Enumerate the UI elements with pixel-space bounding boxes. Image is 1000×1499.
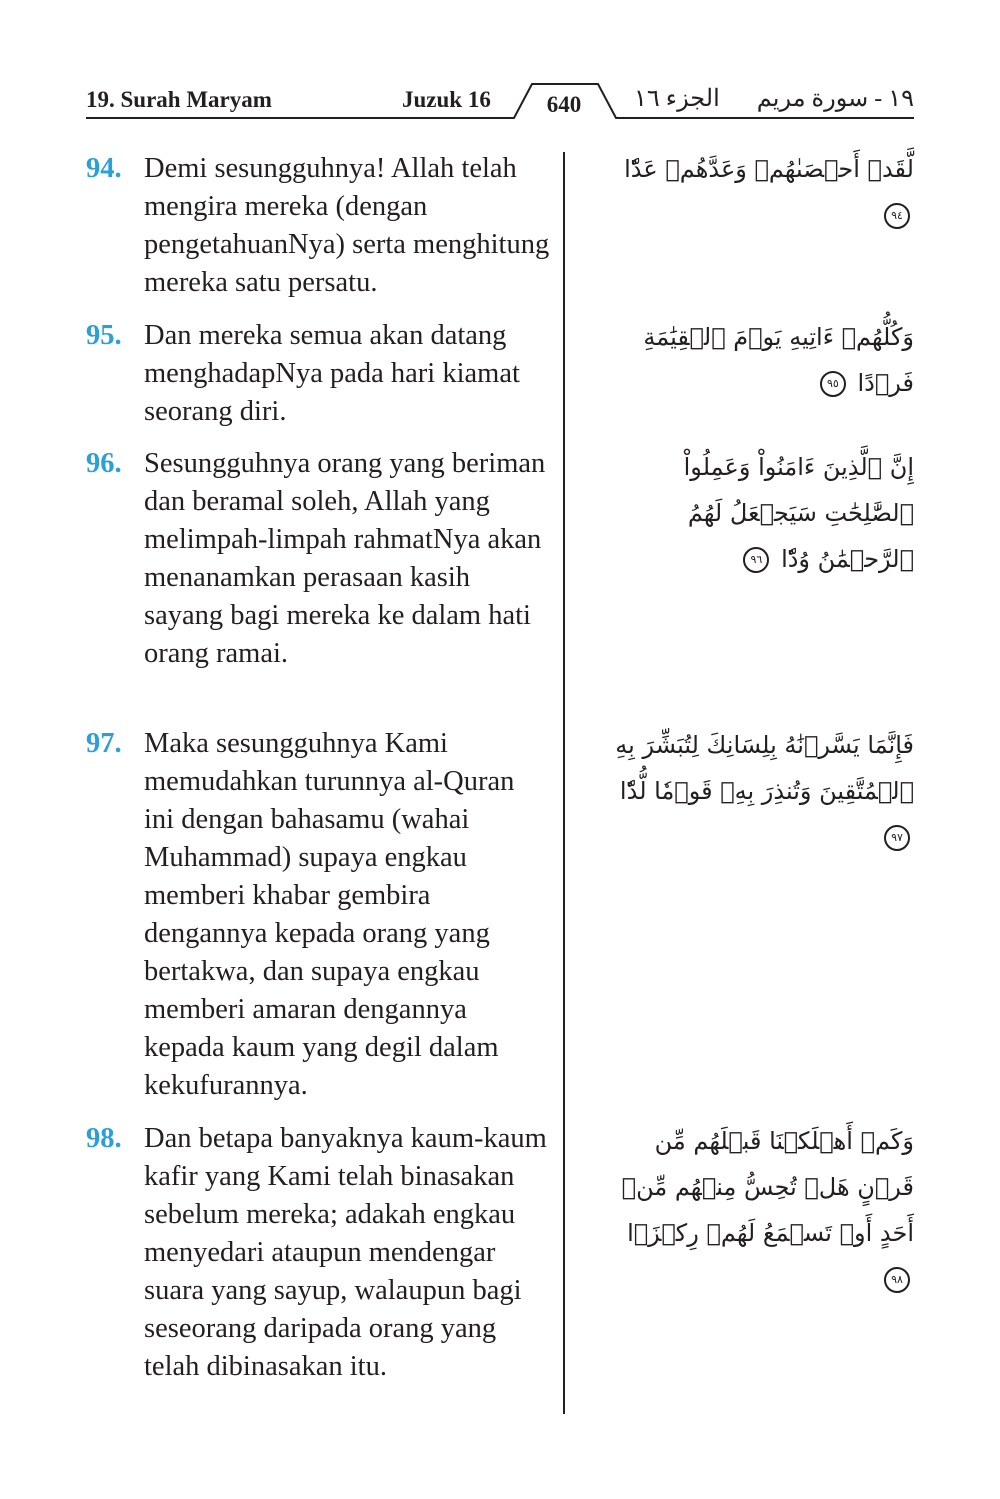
arabic-text: فَإِنَّمَا يَسَّرۡنَٰهُ بِلِسَانِكَ لِتُبَشِّرَ بِهِ ٱلۡمُتَّقِينَ وَتُنذِرَ بِهِۦ قَوۡمٗا لُّدّٗا [615, 731, 914, 805]
verse-number: 94. [86, 153, 122, 184]
column-divider [563, 152, 565, 1414]
verse-translation [86, 150, 551, 302]
verse-arabic [594, 146, 914, 238]
ayah-number-marker: ٩٥ [820, 371, 846, 397]
verse-text: Maka sesungguhnya Kami memudahkan turunnya al-Quran ini dengan bahasamu (wahai Muhammad) supaya engkau memberi khabar gembira dengannya kepada orang yang bertakwa, dan supaya engkau memberi amaran dengannya kepada kaum yang degil dalam kekufurannya. [144, 728, 515, 1101]
surah-title-latin: 19. Surah Maryam [86, 87, 272, 112]
arabic-text: وَكَمۡ أَهۡلَكۡنَا قَبۡلَهُم مِّن قَرۡنٍ هَلۡ تُحِسُّ مِنۡهُم مِّنۡ أَحَدٍ أَوۡ تَسۡمَعُ لَهُمۡ رِكۡزَۢا [621, 1127, 914, 1247]
verse-number: 98. [86, 1123, 122, 1154]
verse-arabic [594, 722, 914, 860]
ayah-number-marker: ٩٧ [884, 825, 910, 851]
verse-arabic [594, 314, 914, 406]
arabic-text: لَّقَدۡ أَحۡصَىٰهُمۡ وَعَدَّهُمۡ عَدّٗا [624, 155, 914, 183]
juz-arabic: الجزء ١٦ [634, 86, 720, 112]
ayah-number-marker: ٩٨ [884, 1267, 910, 1293]
verse-translation [86, 317, 551, 431]
verse-arabic [594, 444, 914, 582]
verse-number: 95. [86, 320, 122, 351]
verse-translation [86, 725, 551, 1105]
ayah-number-marker: ٩٦ [743, 547, 769, 573]
verse-translation [86, 445, 551, 673]
page-header [86, 78, 914, 120]
page-number: 640 [546, 92, 582, 117]
juzuk-label: Juzuk 16 [402, 87, 491, 112]
verse-number: 96. [86, 448, 122, 479]
verse-arabic [594, 1118, 914, 1302]
verse-text: Demi sesungguhnya! Allah telah mengira mereka (dengan pengetahuanNya) serta menghitung mereka satu persatu. [144, 153, 550, 298]
ayah-number-marker: ٩٤ [884, 203, 910, 229]
surah-title-arabic: ١٩ - سورة مريم [756, 86, 914, 112]
arabic-text: وَكُلُّهُمۡ ءَاتِيهِ يَوۡمَ ٱلۡقِيَٰمَةِ فَرۡدًا [643, 323, 914, 397]
verse-text: Sesungguhnya orang yang beriman dan beramal soleh, Allah yang melimpah-limpah rahmatNya akan menanamkan perasaan kasih sayang bagi mereka ke dalam hati orang ramai. [144, 448, 546, 669]
verse-translation [86, 1120, 551, 1386]
verse-text: Dan mereka semua akan datang menghadapNya pada hari kiamat seorang diri. [144, 320, 520, 427]
arabic-text: إِنَّ ٱلَّذِينَ ءَامَنُواْ وَعَمِلُواْ ٱلصَّٰلِحَٰتِ سَيَجۡعَلُ لَهُمُ ٱلرَّحۡمَٰنُ وُدّٗا [683, 453, 914, 573]
verse-text: Dan betapa banyaknya kaum-kaum kafir yang Kami telah binasakan sebelum mereka; adakah engkau menyedari ataupun mendengar suara yang sayup, walaupun bagi seseorang daripada orang yang telah dibinasakan itu. [144, 1123, 547, 1382]
verse-number: 97. [86, 728, 122, 759]
